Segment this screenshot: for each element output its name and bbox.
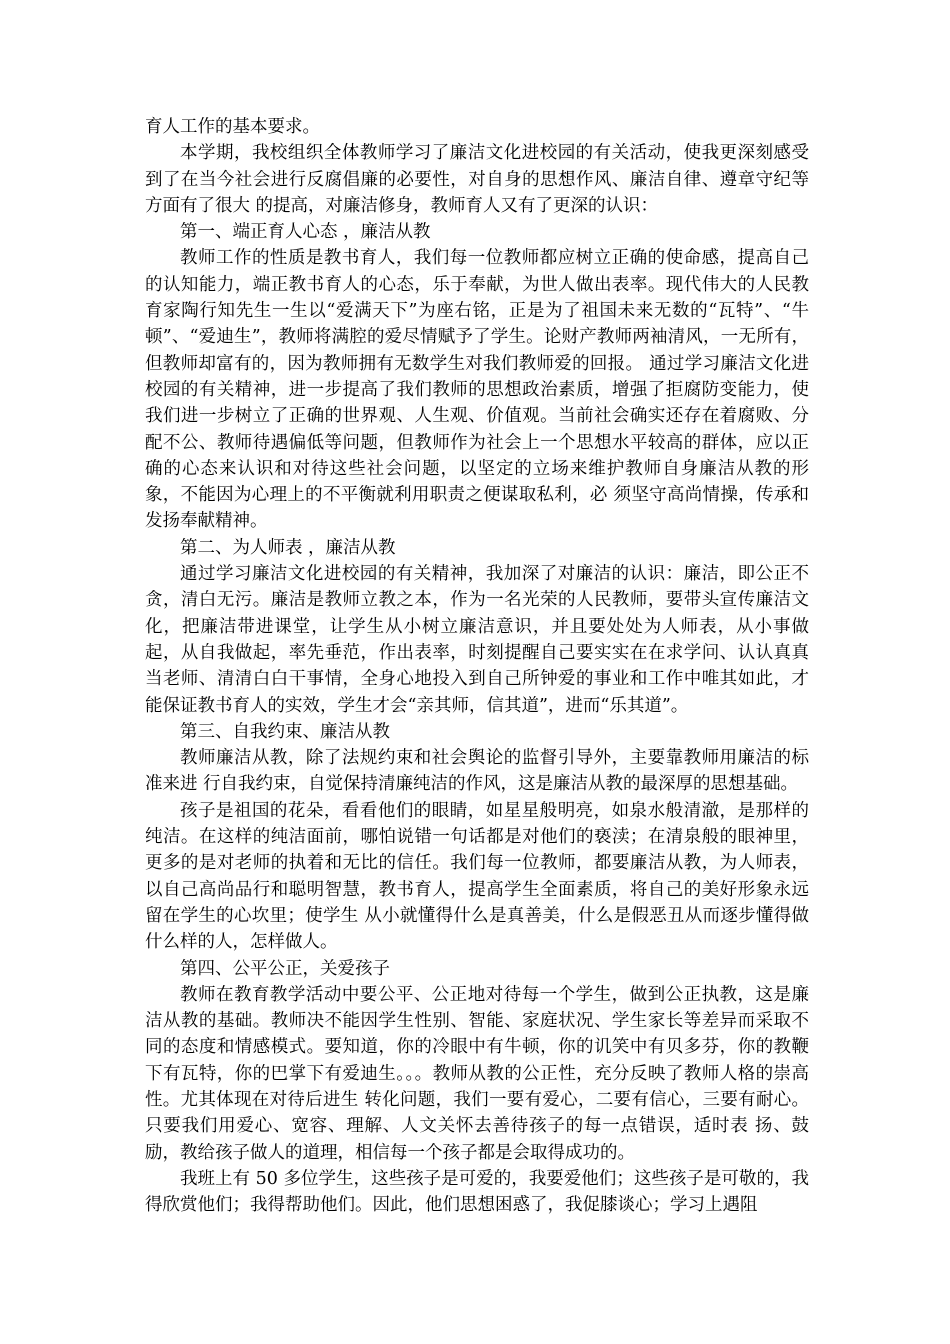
- paragraph-continuation: 育人工作的基本要求。: [145, 117, 320, 137]
- section-heading-4: 第四、公平公正，关爱孩子: [180, 958, 390, 979]
- paragraph-section-2: 通过学习廉洁文化进校园的有关精神，我加深了对廉洁的认识：廉洁，即公正不贪，清白无污。廉洁是教师立教之本，作为一名光荣的人民教师，要带头宣传廉洁文化，把廉洁带进课堂，让学生从小树立廉洁意识，并且要处处为人师表，从小事做起，从自我做起，率先垂范，作出表率，时刻提醒自己要实实在在求学问、认认真真当老师、清清白白干事情，全身心地投入到自己所钟爱的事业和工作中唯其如此，才能保证教书育人的实效，学生才会“亲其师，信其道”，进而“乐其道”。: [145, 564, 809, 716]
- section-heading-3: 第三、自我约束、廉洁从教: [180, 721, 390, 742]
- paragraph-section-1: 教师工作的性质是教书育人，我们每一位教师都应树立正确的使命感，提高自己的认知能力，端正教书育人的心态，乐于奉献，为世人做出表率。现代伟大的人民教育家陶行知先生一生以“爱满天下”为座右铭，正是为了祖国未来无数的“瓦特”、“牛顿”、“爱迪生”，教师将满腔的爱尽情赋予了学生。论财产教师两袖清风，一无所有，但教师却富有的，因为教师拥有无数学生对我们教师爱的回报。 通过学习廉洁文化进校园的有关精神，进一步提高了我们教师的思想政治素质，增强了拒腐防变能力，使我们进一步树立了正确的世界观、人生观、价值观。当前社会确实还存在着腐败、分配不公、教师待遇偏低等问题，但教师作为社会上一个思想水平较高的群体，应以正确的心态来认识和对待这些社会问题，以坚定的立场来维护教师自身廉洁从教的形象，不能因为心理上的不平衡就利用职责之便谋取私利，必 须坚守高尚情操，传承和发扬奉献精神。: [145, 248, 809, 532]
- paragraph-intro: 本学期，我校组织全体教师学习了廉洁文化进校园的有关活动，使我更深刻感受到了在当今社会进行反腐倡廉的必要性，对自身的思想作风、廉洁自律、遵章守纪等方面有了很大 的提高，对廉洁修身，教师育人又有了更深的认识：: [145, 143, 809, 216]
- section-heading-2: 第二、为人师表 ，廉洁从教: [180, 537, 396, 558]
- paragraph-section-3b: 孩子是祖国的花朵，看看他们的眼睛，如星星般明亮，如泉水般清澈，是那样的纯洁。在这样的纯洁面前，哪怕说错一句话都是对他们的亵渎；在清泉般的眼神里，更多的是对老师的执着和无比的信任。我们每一位教师，都要廉洁从教，为人师表，以自己高尚品行和聪明智慧，教书育人，提高学生全面素质，将自己的美好形象永远留在学生的心坎里；使学生 从小就懂得什么是真善美，什么是假恶丑从而逐步懂得做什么样的人，怎样做人。: [145, 800, 809, 953]
- paragraph-section-4b: 我班上有 50 多位学生，这些孩子是可爱的，我要爱他们；这些孩子是可敬的，我得欣赏他们；我得帮助他们。因此，他们思想困惑了，我促膝谈心；学习上遇阻: [145, 1168, 809, 1216]
- section-heading-1: 第一、端正育人心态 ，廉洁从教: [180, 222, 431, 243]
- paragraph-section-3a: 教师廉洁从教，除了法规约束和社会舆论的监督引导外，主要靠教师用廉洁的标准来进 行自我约束，自觉保持清廉纯洁的作风，这是廉洁从教的最深厚的思想基础。: [145, 748, 809, 795]
- document-page: [145, 114, 809, 1218]
- paragraph-section-4a: 教师在教育教学活动中要公平、公正地对待每一个学生，做到公正执教，这是廉洁从教的基础。教师决不能因学生性别、智能、家庭状况、学生家长等差异而采取不同的态度和情感模式。要知道，你的冷眼中有牛顿，你的讥笑中有贝多芬，你的教鞭下有瓦特，你的巴掌下有爱迪生。。。教师从教的公正性，充分反映了教师人格的崇高性。尤其体现在对待后进生 转化问题，我们一要有爱心，二要有信心，三要有耐心。只要我们用爱心、宽容、理解、人文关怀去善待孩子的每一点错误，适时表 扬、鼓励，教给孩子做人的道理，相信每一个孩子都是会取得成功的。: [145, 984, 809, 1163]
